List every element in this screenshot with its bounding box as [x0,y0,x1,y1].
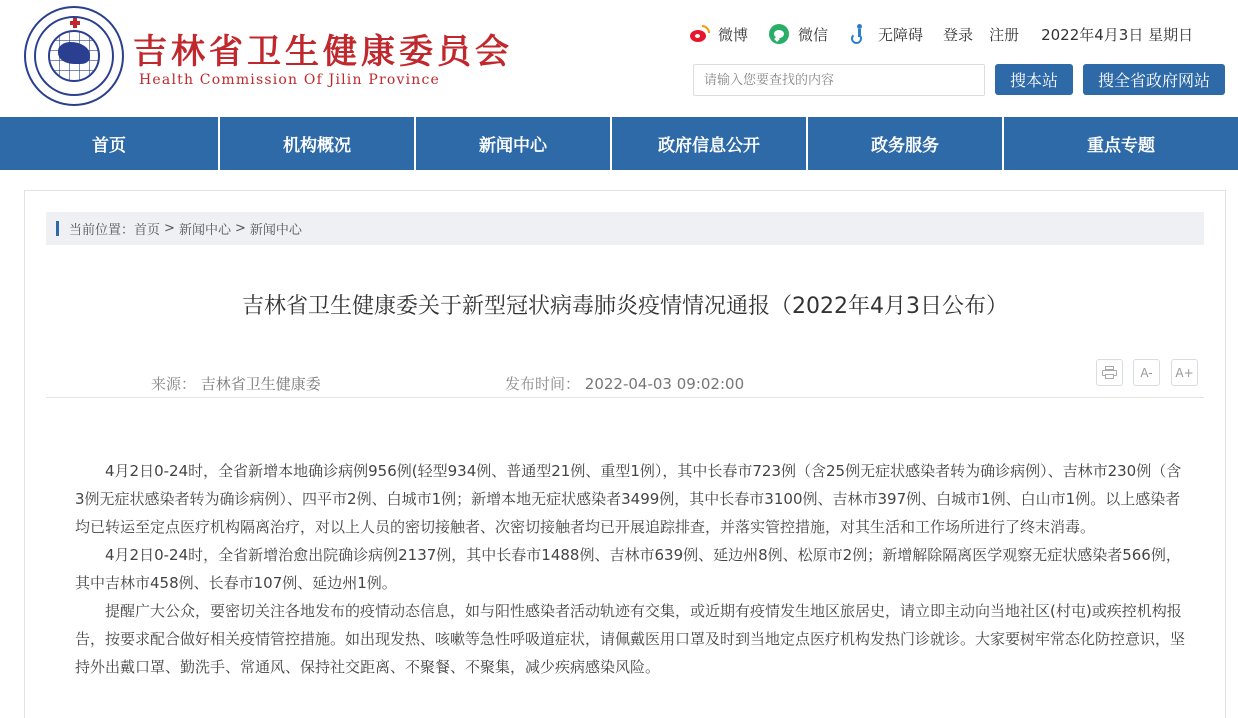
article-paragraph: 4月2日0-24时，全省新增本地确诊病例956例(轻型934例、普通型21例、重型1例），其中长春市723例（含25例无症状感染者转为确诊病例）、吉林市230例（含3例无症状感染者转为确诊病例）、四平市2例、白城市1例；新增本地无症状感染者3499例，其中长春市3100例、吉林市397例、白城市1例、白山市1例。以上感染者均已转运至定点医疗机构隔离治疗，对以上人员的密切接触者、次密切接触者均已开展追踪排查，并落实管控措施，对其生活和工作场所进行了终末消毒。 [75,462,1182,536]
article-source [151,373,321,394]
article-title: 吉林省卫生健康委关于新型冠状病毒肺炎疫情情况通报（2022年4月3日公布） [242,294,1008,319]
nav-item-services[interactable]: 政务服务 [808,117,1004,170]
logo-red-cross [70,18,80,28]
article-body [75,457,1185,681]
jilin-health-commission-logo[interactable] [24,6,124,106]
breadcrumb-item-news-current[interactable]: 新闻中心 [249,223,302,238]
nav-item-gov-info[interactable]: 政府信息公开 [612,117,808,170]
time-label: 发布时间： [505,375,581,393]
accessibility-label: 无障碍 [878,25,924,44]
wechat-label: 微信 [798,25,829,44]
current-date: 2022年4月3日 星期日 [1041,25,1194,44]
meta-divider [46,397,1204,398]
breadcrumb-prefix: 当前位置： [69,223,135,238]
wechat-link[interactable] [768,23,828,45]
wechat-icon [768,23,790,45]
breadcrumb-separator: > [234,221,246,236]
font-increase-button[interactable]: A+ [1171,359,1198,386]
breadcrumb-separator: > [164,221,175,236]
search-input[interactable] [693,64,985,96]
site-header [0,0,1238,117]
article-paragraph: 提醒广大公众，要密切关注各地发布的疫情动态信息，如与阳性感染者活动轨迹有交集，或近期有疫情发生地区旅居史，请立即主动向当地社区(村屯)或疾控机构报告，按要求配合做好相关疫情管控措施。如出现发热、咳嗽等急性呼吸道症状，请佩戴医用口罩及时到当地定点医疗机构发热门诊就诊。大家要树牢常态化防控意识，坚持外出戴口罩、勤洗手、常通风、保持社交距离、不聚餐、不聚集，减少疾病感染风险。 [75,602,1186,676]
printer-icon [1102,366,1117,379]
site-title[interactable]: 吉林省卫生健康委员会 [133,32,513,72]
breadcrumb-item-home[interactable]: 首页 [134,223,161,238]
accessibility-link[interactable] [848,23,923,45]
main-nav [0,117,1238,170]
article-publish-time [505,373,744,394]
weibo-link[interactable] [688,23,748,45]
font-decrease-button[interactable]: A- [1133,359,1160,386]
login-link[interactable]: 登录 [943,25,974,44]
breadcrumb [46,212,1204,245]
top-links [688,22,1193,46]
nav-item-news[interactable]: 新闻中心 [416,117,612,170]
search-all-gov-button[interactable]: 搜全省政府网站 [1083,64,1225,95]
print-button[interactable] [1096,359,1123,386]
nav-item-home[interactable]: 首页 [0,117,220,170]
weibo-icon [688,23,710,45]
source-value: 吉林省卫生健康委 [200,375,321,393]
register-link[interactable]: 注册 [989,25,1020,44]
time-value: 2022-04-03 09:02:00 [584,375,745,393]
nav-item-about[interactable]: 机构概况 [220,117,416,170]
weibo-label: 微博 [718,25,749,44]
source-label: 来源： [151,375,197,393]
article-paragraph: 4月2日0-24时，全省新增治愈出院确诊病例2137例，其中长春市1488例、吉林市639例、延边州8例、松原市2例；新增解除隔离医学观察无症状感染者566例，其中吉林市458例、长春市107例、延边州1例。 [75,546,1181,592]
nav-item-topics[interactable]: 重点专题 [1087,136,1155,156]
accessibility-icon [848,23,870,45]
site-subtitle: Health Commission Of Jilin Province [139,72,441,88]
breadcrumb-marker [56,221,59,236]
article-container [24,190,1226,718]
breadcrumb-item-news[interactable]: 新闻中心 [178,223,231,238]
search-site-button[interactable]: 搜本站 [995,64,1073,95]
